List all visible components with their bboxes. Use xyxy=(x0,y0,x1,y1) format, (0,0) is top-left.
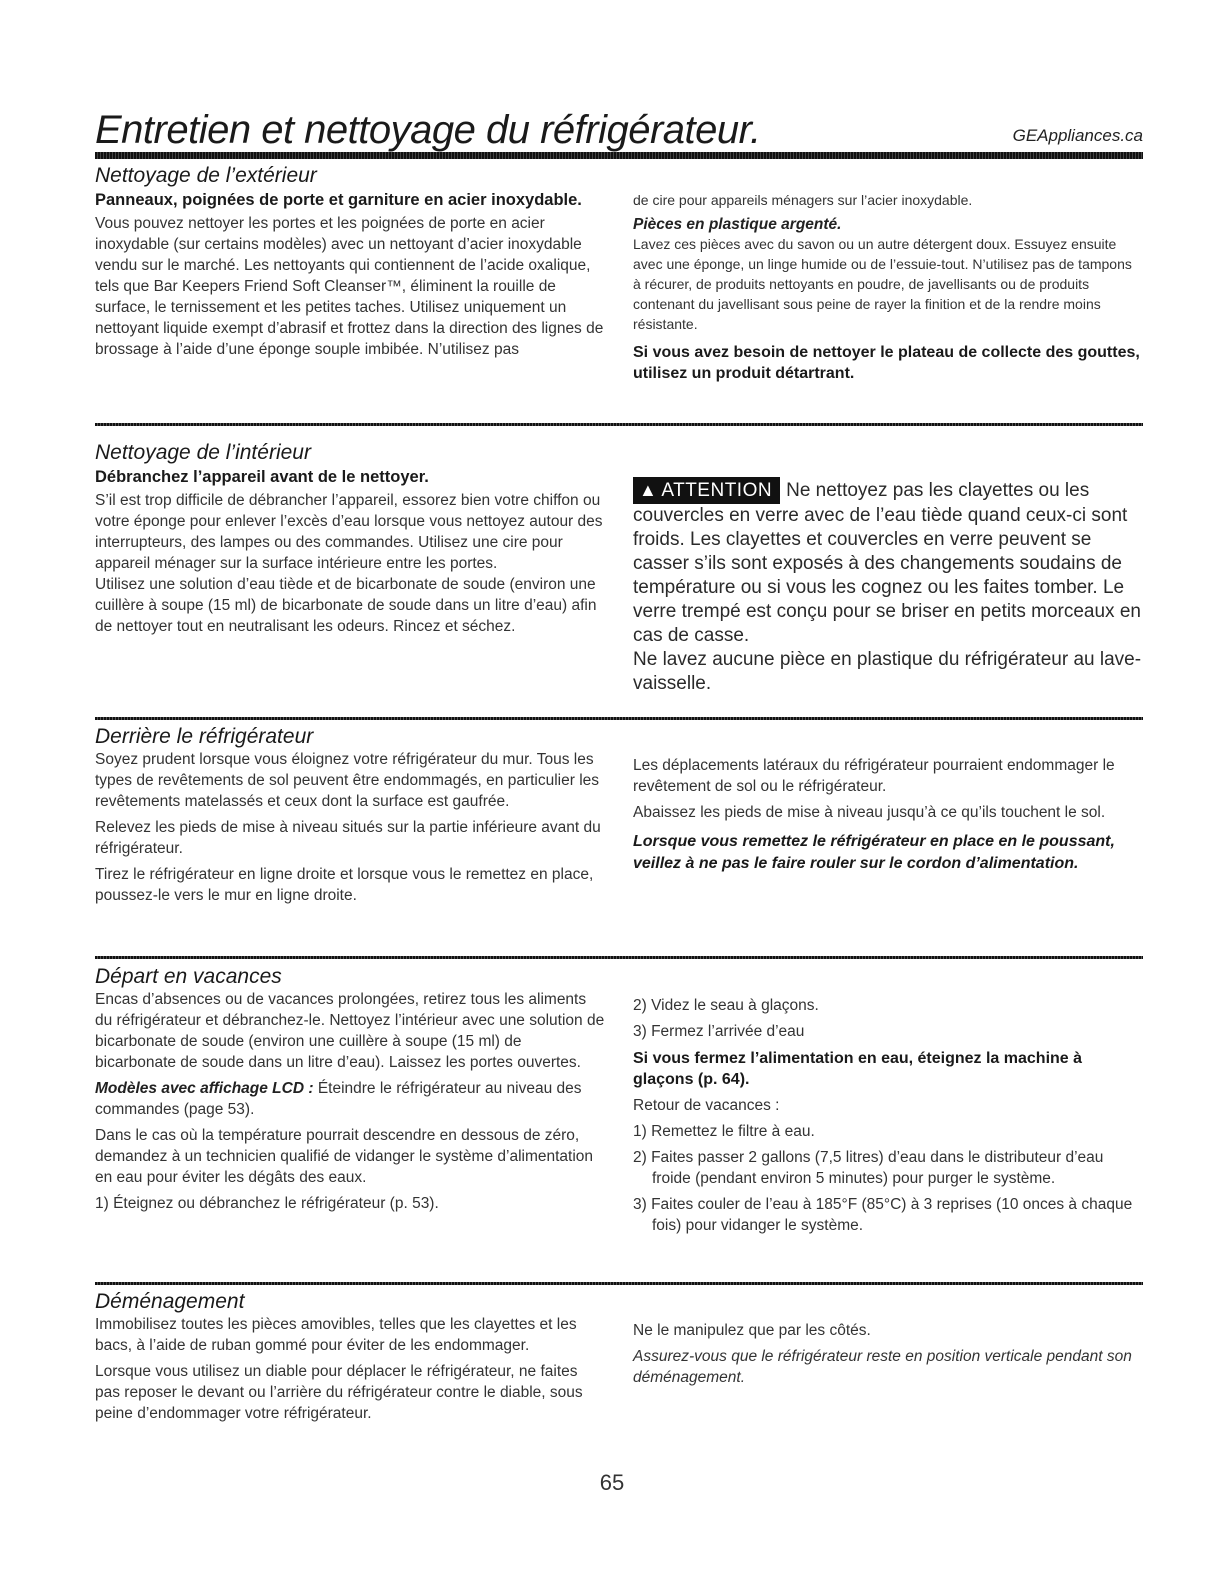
paragraph: Vous pouvez nettoyer les portes et les poignées de porte en acier inoxydable (sur certains modèles) avec un nettoyant d’acier inoxydable vendu sur le marché. Les nettoyants qui contiennent de l’acide oxalique, tels que Bar Keepers Friend Soft Cleanser™, éliminent la rouille de surface, le ternissement et les petites taches. Utilisez uniquement un nettoyant liquide exempt d’abrasif et frottez dans la direction des lignes de brossage à l’aide d’une éponge souple imbibée. N’utilisez pas xyxy=(95,215,604,358)
paragraph: Encas d’absences ou de vacances prolongées, retirez tous les aliments du réfrigérateur et débranchez-le. Nettoyez l’intérieur avec une solution de bicarbonate de soude (environ une cuillère à soupe (15 ml) de bicarbonate de soude dans un litre d’eau). Laissez les portes ouvertes. xyxy=(95,991,605,1071)
paragraph: Dans le cas où la température pourrait descendre en dessous de zéro, demandez à un technicien qualifié de vidanger le système d’alimentation en eau pour éviter les dégâts des eaux. xyxy=(95,1127,594,1186)
section-heading: Déménagement xyxy=(95,1290,245,1313)
section-interior xyxy=(95,440,1143,696)
section-divider xyxy=(95,1282,1143,1285)
paragraph: Si vous avez besoin de nettoyer le plateau de collecte des gouttes, utilisez un produit détartrant. xyxy=(633,344,1140,382)
paragraph: de cire pour appareils ménagers sur l’acier inoxydable. xyxy=(633,192,973,208)
section-heading: Nettoyage de l’intérieur xyxy=(95,441,311,464)
paragraph: Les déplacements latéraux du réfrigérateur pourraient endommager le revêtement de sol ou le réfrigérateur. xyxy=(633,757,1115,795)
paragraph: Abaissez les pieds de mise à niveau jusqu’à ce qu’ils touchent le sol. xyxy=(633,804,1106,821)
subheading: Panneaux, poignées de porte et garniture en acier inoxydable. xyxy=(95,191,582,209)
warning-box xyxy=(633,465,1143,696)
list-item: 3) Faites couler de l’eau à 185°F (85°C) à 3 reprises (10 onces à chaque fois) pour vidanger le système. xyxy=(633,1196,1133,1234)
section-behind xyxy=(95,724,1143,906)
section-heading: Départ en vacances xyxy=(95,965,282,988)
warning-label: ▲ ATTENTION xyxy=(633,477,780,504)
paragraph: Ne le manipulez que par les côtés. xyxy=(633,1322,871,1339)
paragraph: Lavez ces pièces avec du savon ou un autre détergent doux. Essuyez ensuite avec une éponge, un linge humide ou de l’essuie-tout. N’utilisez pas de tampons à récurer, de produits nettoyants en poudre, de javellisants ou de produits contenant du javellisant sous peine de rayer la finition et de la rendre moins résistante. xyxy=(633,236,1132,332)
list-item: 3) Fermez l’arrivée d’eau xyxy=(633,1023,805,1040)
paragraph: Si vous fermez l’alimentation en eau, éteignez la machine à glaçons (p. 64). xyxy=(633,1050,1083,1088)
paragraph: S’il est trop difficile de débrancher l’appareil, essorez bien votre chiffon ou votre éponge pour enlever l’excès d’eau lorsque vous nettoyez autour des interrupteurs, des lampes ou des commandes. Utilisez une cire pour appareil ménager sur la surface intérieure entre les portes. xyxy=(95,492,603,572)
header-rule xyxy=(95,152,1143,159)
section-heading: Nettoyage de l’extérieur xyxy=(95,164,317,187)
paragraph: Tirez le réfrigérateur en ligne droite et lorsque vous le remettez en place, poussez-le vers le mur en ligne droite. xyxy=(95,866,594,904)
list-item: 1) Remettez le filtre à eau. xyxy=(633,1123,815,1140)
section-divider xyxy=(95,717,1143,720)
list-item: 2) Faites passer 2 gallons (7,5 litres) d’eau dans le distributeur d’eau froide (pendant environ 5 minutes) pour purger le système. xyxy=(633,1149,1104,1187)
page xyxy=(95,100,1143,1422)
page-header xyxy=(95,100,1143,150)
warning-paragraph: Ne lavez aucune pièce en plastique du réfrigérateur au lave-vaisselle. xyxy=(633,649,1142,694)
section-heading: Derrière le réfrigérateur xyxy=(95,725,314,748)
paragraph: Immobilisez toutes les pièces amovibles, telles que les clayettes et les bacs, à l’aide de ruban gommé pour éviter de les endommager. xyxy=(95,1316,577,1354)
paragraph: Lorsque vous utilisez un diable pour déplacer le réfrigérateur, ne faites pas reposer le devant ou l’arrière du réfrigérateur contre le diable, sous peine d’endommager votre réfrigérateur. xyxy=(95,1363,583,1422)
page-title: Entretien et nettoyage du réfrigérateur. xyxy=(95,108,761,152)
paragraph: Soyez prudent lorsque vous éloignez votre réfrigérateur du mur. Tous les types de revêtements de sol peuvent être endommagés, en particulier les revêtements matelassés et ceux dont la surface est gaufrée. xyxy=(95,751,600,810)
paragraph: Lorsque vous remettez le réfrigérateur en place en le poussant, veillez à ne pas le faire rouler sur le cordon d’alimentation. xyxy=(633,833,1115,872)
list-item: 1) Éteignez ou débranchez le réfrigérateur (p. 53). xyxy=(95,1195,439,1212)
site-url: GEAppliances.ca xyxy=(1012,126,1143,145)
list-item: 2) Videz le seau à glaçons. xyxy=(633,997,819,1014)
section-moving xyxy=(95,1289,1143,1424)
section-divider xyxy=(95,423,1143,426)
page-number: 65 xyxy=(599,1470,625,1495)
paragraph: Modèles avec affichage LCD : Éteindre le réfrigérateur au niveau des commandes (page 53). xyxy=(95,1080,582,1118)
paragraph: Retour de vacances : xyxy=(633,1097,780,1114)
warning-paragraph: ▲ ATTENTION Ne nettoyez pas les clayettes ou les couvercles en verre avec de l’eau tiède quand ceux-ci sont froids. Les clayettes et couvercles en verre peuvent se casser s’ils sont exposés à des changements soudains de température ou si vous les cognez ou les faites tomber. Le verre trempé est conçu pour se briser en petits morceaux en cas de casse. xyxy=(633,477,1143,648)
section-exterior xyxy=(95,163,1143,384)
section-vacation xyxy=(95,964,1143,1236)
paragraph: Relevez les pieds de mise à niveau situés sur la partie inférieure avant du réfrigérateur. xyxy=(95,819,601,857)
paragraph: Assurez-vous que le réfrigérateur reste en position verticale pendant son déménagement. xyxy=(633,1348,1132,1386)
warning-icon: ▲ xyxy=(639,480,658,500)
subheading: Débranchez l’appareil avant de le nettoyer. xyxy=(95,468,429,486)
paragraph: Utilisez une solution d’eau tiède et de bicarbonate de soude (environ une cuillère à soupe (15 ml) de bicarbonate de soude dans un litre d’eau) afin de nettoyer tout en neutralisant les odeurs. Rincez et séchez. xyxy=(95,576,597,635)
section-divider xyxy=(95,956,1143,959)
subheading: Pièces en plastique argenté. xyxy=(633,216,842,233)
